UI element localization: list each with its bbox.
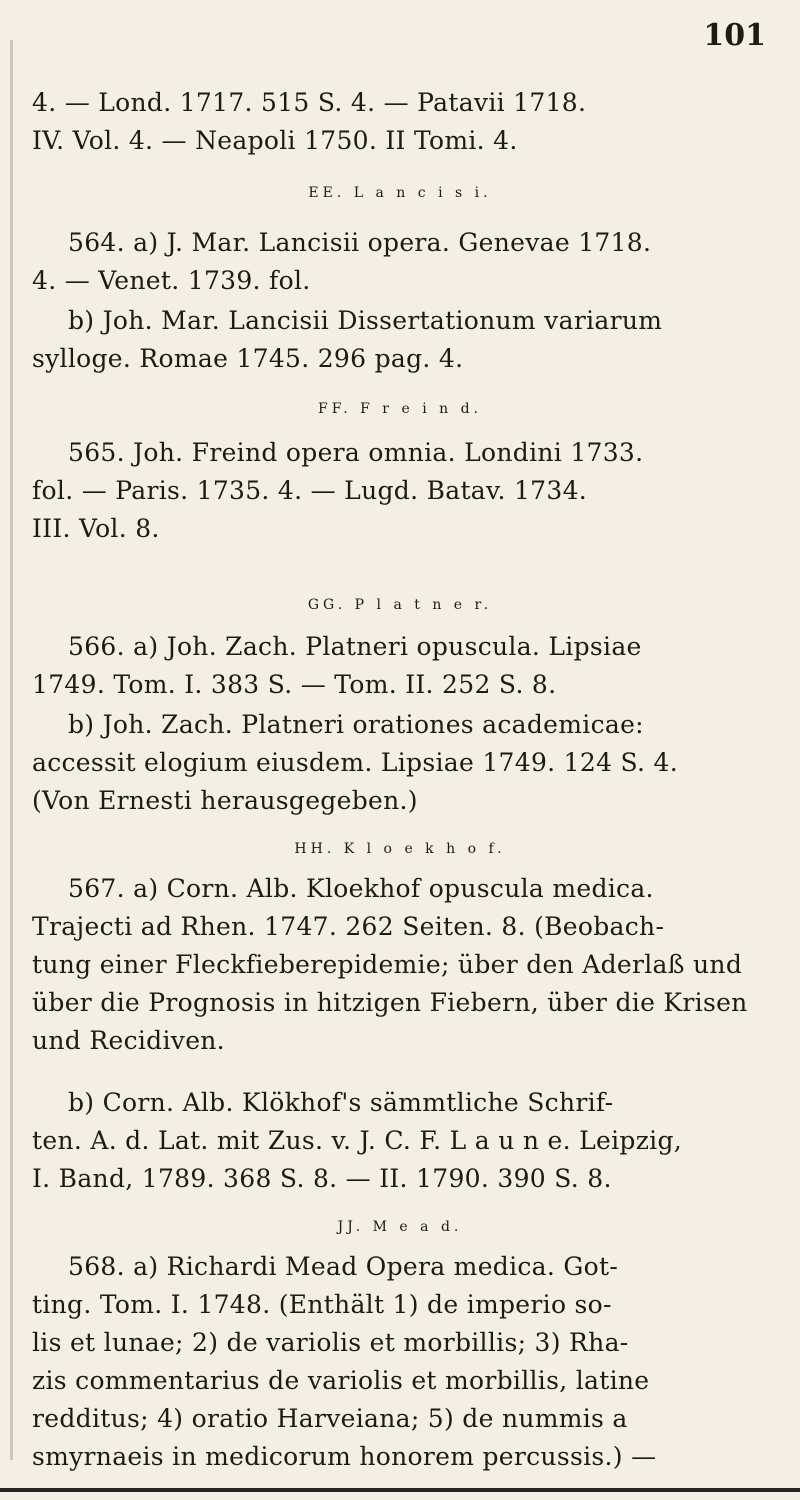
text-line: 4. — Lond. 1717. 515 S. 4. — Patavii 1718. <box>32 88 587 117</box>
section-heading: JJ. M e a d. <box>337 1219 463 1235</box>
text-line: 4. — Venet. 1739. fol. <box>32 266 311 295</box>
text-line: 566. a) Joh. Zach. Platneri opuscula. Lipsiae <box>68 632 642 661</box>
text-line: (Von Ernesti herausgegeben.) <box>32 786 418 815</box>
text-line: I. Band, 1789. 368 S. 8. — II. 1790. 390 S. 8. <box>32 1164 612 1193</box>
text-line: b) Corn. Alb. Klökhof's sämmtliche Schrif- <box>68 1088 614 1117</box>
section-heading: EE. L a n c i s i. <box>308 185 492 201</box>
text-line: und Recidiven. <box>32 1026 225 1055</box>
text-line: fol. — Paris. 1735. 4. — Lugd. Batav. 1734. <box>32 476 588 505</box>
text-line: tung einer Fleckfieberepidemie; über den Aderlaß und <box>32 950 743 979</box>
text-line: 568. a) Richardi Mead Opera medica. Got- <box>68 1252 619 1281</box>
text-line: smyrnaeis in medicorum honorem percussis.) — <box>32 1442 657 1471</box>
text-line: III. Vol. 8. <box>32 514 160 543</box>
text-line: Trajecti ad Rhen. 1747. 262 Seiten. 8. (Beobach- <box>32 912 665 941</box>
text-line: lis et lunae; 2) de variolis et morbillis; 3) Rha- <box>32 1328 629 1357</box>
text-line: 564. a) J. Mar. Lancisii opera. Genevae 1718. <box>68 228 652 257</box>
text-line: zis commentarius de variolis et morbillis, latine <box>32 1366 650 1395</box>
text-line: ten. A. d. Lat. mit Zus. v. J. C. F. L a u n e. Leipzig, <box>32 1126 683 1155</box>
text-line: b) Joh. Mar. Lancisii Dissertationum variarum <box>68 306 663 335</box>
page-bottom-edge <box>0 1488 800 1492</box>
text-line: redditus; 4) oratio Harveiana; 5) de nummis a <box>32 1404 628 1433</box>
text-line: sylloge. Romae 1745. 296 pag. 4. <box>32 344 464 373</box>
text-line: IV. Vol. 4. — Neapoli 1750. II Tomi. 4. <box>32 126 518 155</box>
text-line: 565. Joh. Freind opera omnia. Londini 1733. <box>68 438 644 467</box>
page-number: 101 <box>703 18 766 53</box>
text-line: ting. Tom. I. 1748. (Enthält 1) de imperio so- <box>32 1290 612 1319</box>
page-edge-shadow <box>10 40 13 1460</box>
section-heading: GG. P l a t n e r. <box>307 597 493 613</box>
text-line: b) Joh. Zach. Platneri orationes academicae: <box>68 710 644 739</box>
text-line: 1749. Tom. I. 383 S. — Tom. II. 252 S. 8. <box>32 670 557 699</box>
section-heading: FF. F r e i n d. <box>318 401 482 417</box>
text-line: über die Prognosis in hitzigen Fiebern, über die Krisen <box>32 988 748 1017</box>
section-heading: HH. K l o e k h o f. <box>294 841 506 857</box>
text-line: 567. a) Corn. Alb. Kloekhof opuscula medica. <box>68 874 654 903</box>
text-line: accessit elogium eiusdem. Lipsiae 1749. 124 S. 4. <box>32 748 678 777</box>
